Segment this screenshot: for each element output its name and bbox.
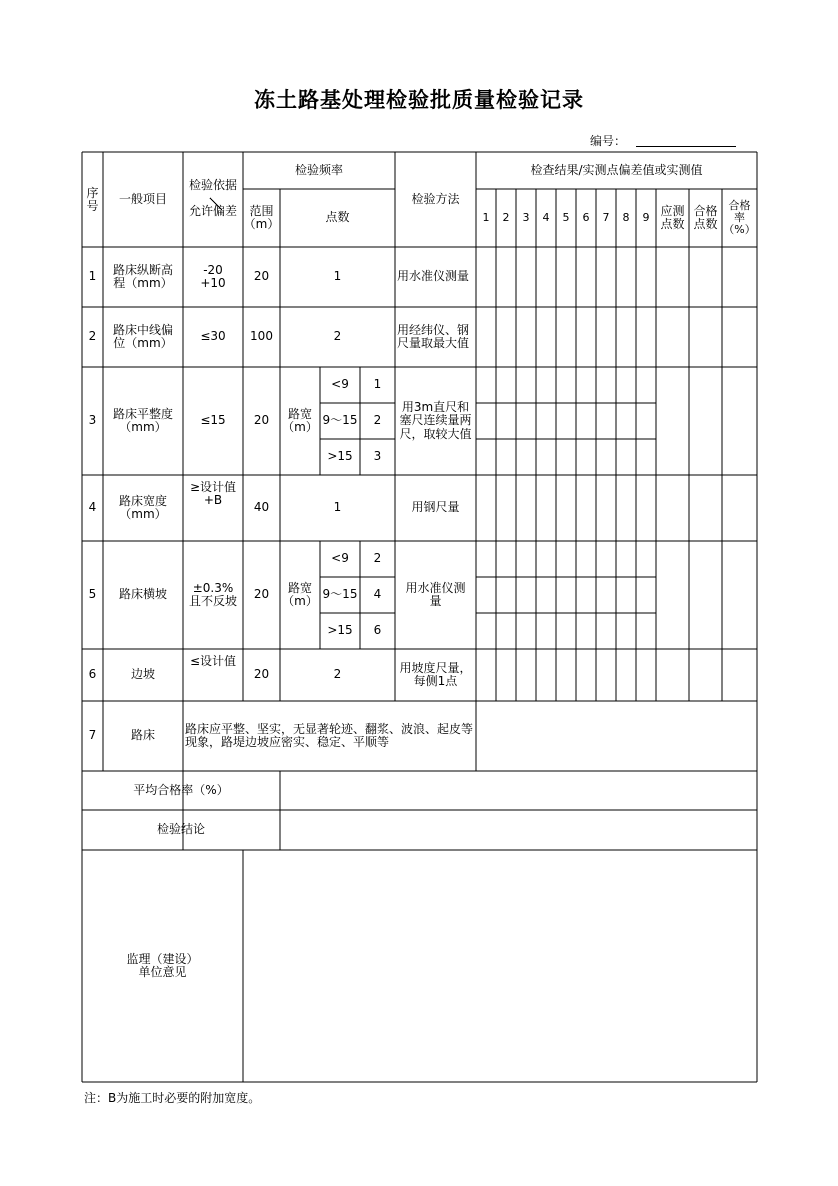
header-col-1: 1	[482, 210, 490, 224]
row-5-width-2: 9～15	[322, 587, 358, 602]
avg-rate-label: 平均合格率（%）	[133, 782, 229, 797]
row-1-no: 1	[88, 269, 97, 284]
row-5-width-1: <9	[331, 551, 349, 566]
row-2-range: 100	[250, 329, 273, 344]
row-4-range: 40	[253, 500, 270, 515]
row-5-points-2: 4	[373, 587, 382, 602]
row-2-tolerance: ≤30	[200, 329, 226, 344]
row-5-method: 用水准仪测量	[405, 580, 466, 608]
supervisor-label: 监理（建设） 单位意见	[126, 951, 199, 979]
header-col-8: 8	[622, 210, 630, 224]
row-3-width-2: 9～15	[322, 413, 358, 428]
row-6-range: 20	[253, 667, 270, 682]
header-col-7: 7	[602, 210, 610, 224]
conclusion-value[interactable]	[280, 810, 757, 850]
row-1-range: 20	[253, 269, 270, 284]
header-item: 一般项目	[118, 191, 167, 206]
row-6-points: 2	[333, 667, 342, 682]
header-result: 检查结果/实测点偏差值或实测值	[530, 162, 703, 177]
row-3-range: 20	[253, 413, 270, 428]
row-5-range: 20	[253, 587, 270, 602]
row-5-points-1: 2	[373, 551, 382, 566]
row-2-item: 路床中线偏位（mm）	[112, 322, 173, 350]
row-5-tolerance: ±0.3%且不反坡	[189, 580, 238, 608]
row-7-item: 路床	[130, 728, 155, 743]
row-1-method: 用水准仪测量	[397, 269, 470, 284]
header-basis-top: 检验依据	[188, 178, 237, 193]
row-2-points: 2	[333, 329, 342, 344]
row-7-no: 7	[88, 728, 97, 743]
row-4-item: 路床宽度（mm）	[118, 493, 167, 521]
row-3-points-2: 2	[373, 413, 382, 428]
header-rate: 合格率（%）	[723, 198, 756, 237]
header-required: 应测点数	[660, 203, 685, 231]
header-qualified: 合格点数	[693, 203, 718, 231]
row-5-item: 路床横坡	[118, 587, 167, 602]
row-3-width-label: 路宽（m）	[282, 406, 318, 434]
row-4-tolerance: ≥设计值+B	[189, 480, 237, 508]
row-5-width-3: >15	[327, 623, 353, 638]
code-label: 编号：	[590, 134, 627, 148]
row-7-description: 路床应平整、坚实，无显著轮迹、翻浆、波浪、起皮等现象，路堤边坡应密实、稳定、平顺等	[185, 721, 474, 749]
header-basis-bottom: 允许偏差	[188, 204, 237, 219]
header-freq: 检验频率	[294, 162, 343, 177]
row-3-width-1: <9	[331, 377, 349, 392]
row-4-points: 1	[333, 500, 342, 515]
row-3-points-1: 1	[373, 377, 382, 392]
row-3-item: 路床平整度（mm）	[112, 406, 173, 434]
row-3-method: 用3m直尺和塞尺连续量两尺，取较大值	[399, 400, 472, 441]
header-col-2: 2	[502, 210, 510, 224]
header-col-3: 3	[522, 210, 530, 224]
row-5-width-label: 路宽（m）	[282, 580, 318, 608]
header-col-6: 6	[582, 210, 590, 224]
footnote: 注：B为施工时必要的附加宽度。	[84, 1091, 261, 1105]
avg-rate-value[interactable]	[280, 771, 757, 810]
header-col-9: 9	[642, 210, 650, 224]
row-3-no: 3	[88, 413, 97, 428]
header-points: 点数	[325, 210, 350, 225]
row-3-points-3: 3	[373, 449, 382, 464]
supervisor-opinion[interactable]	[243, 850, 757, 1082]
row-4-method: 用钢尺量	[411, 500, 460, 515]
header-range: 范围（m）	[243, 203, 280, 231]
row-1-item: 路床纵断高程（mm）	[112, 262, 173, 290]
row-6-method: 用坡度尺量，每侧1点	[399, 660, 472, 688]
header-method: 检验方法	[411, 191, 460, 206]
row-6-no: 6	[88, 667, 97, 682]
row-1-tolerance: -20 +10	[200, 262, 226, 290]
row-6-item: 边坡	[130, 667, 155, 682]
row-5-points-3: 6	[373, 623, 382, 638]
header-col-5: 5	[562, 210, 570, 224]
row-3-tolerance: ≤15	[200, 413, 226, 428]
row-1-points: 1	[333, 269, 342, 284]
row-4-no: 4	[88, 500, 97, 515]
row-5-no: 5	[88, 587, 97, 602]
row-6-tolerance: ≤设计值	[189, 654, 237, 668]
conclusion-label: 检验结论	[156, 822, 205, 837]
page-title: 冻土路基处理检验批质量检验记录	[254, 88, 584, 112]
header-seq: 序号	[86, 185, 99, 213]
header-col-4: 4	[542, 210, 550, 224]
row-3-width-3: >15	[327, 449, 353, 464]
row-2-method: 用经纬仪、钢尺量取最大值	[397, 322, 470, 350]
row-2-no: 2	[88, 329, 97, 344]
